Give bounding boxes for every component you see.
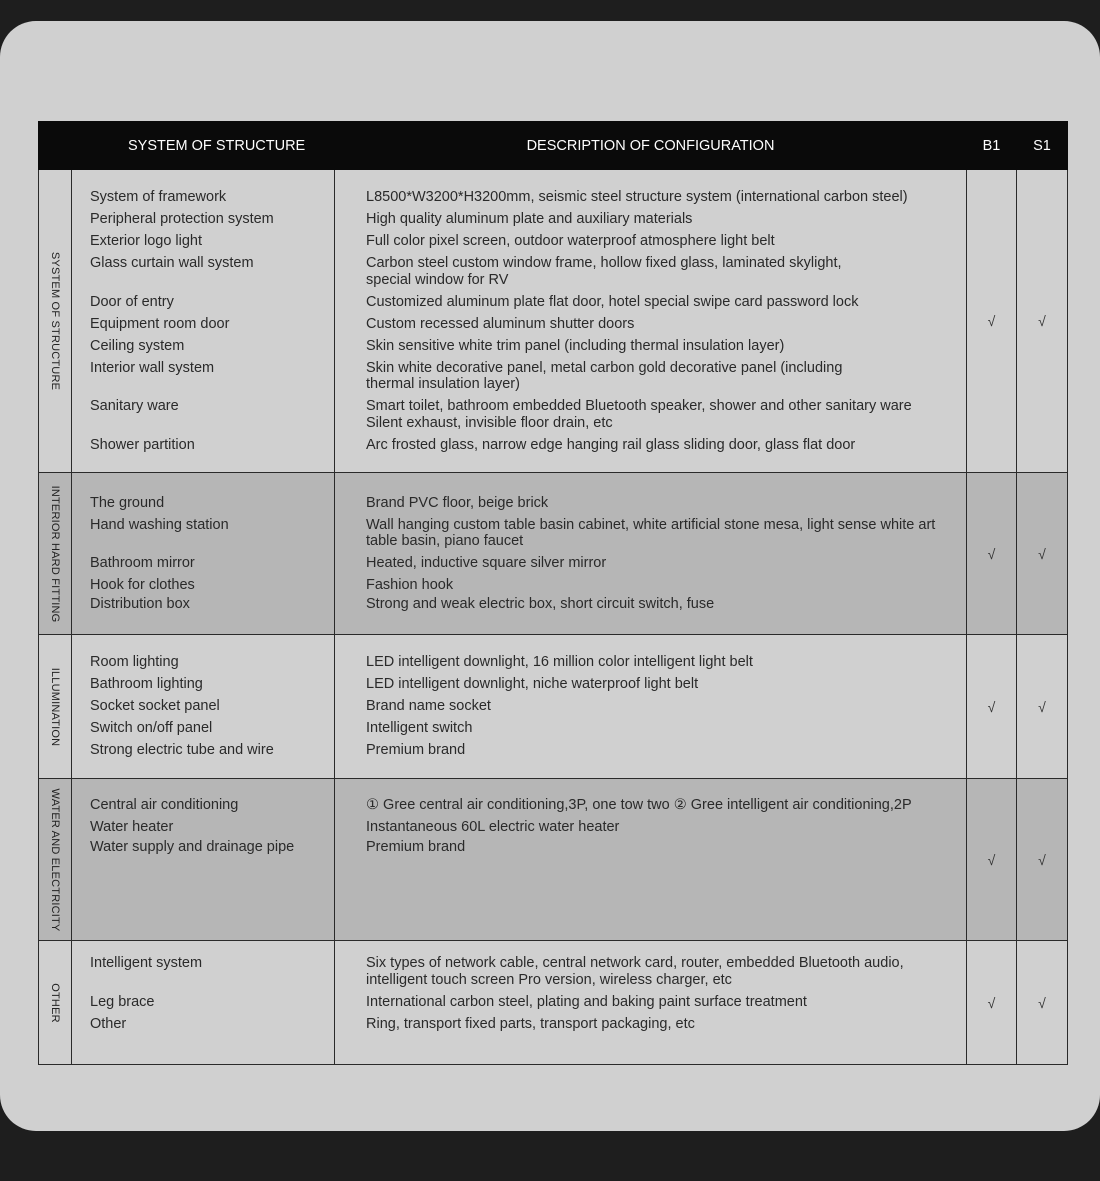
item-name: Interior wall system bbox=[90, 359, 215, 376]
item-description: Custom recessed aluminum shutter doors bbox=[366, 315, 635, 332]
item-description: Fashion hook bbox=[366, 577, 454, 594]
item-description: Carbon steel custom window frame, hollow fixed glass, laminated skylight, special window for RV bbox=[366, 255, 842, 288]
item-name: Water supply and drainage pipe bbox=[90, 838, 295, 855]
item-description: Ring, transport fixed parts, transport packaging, etc bbox=[366, 1015, 695, 1032]
item-names-cell bbox=[72, 473, 335, 635]
item-name: Hand washing station bbox=[90, 516, 229, 533]
item-name: System of framework bbox=[90, 189, 227, 205]
item-name: Water heater bbox=[90, 819, 174, 835]
item-name: Exterior logo light bbox=[90, 233, 203, 249]
category-label: INTERIOR HARD FITTING bbox=[49, 485, 61, 622]
s1-check: √ bbox=[1017, 941, 1068, 1065]
category-label: ILLUMINATION bbox=[49, 667, 61, 746]
item-descriptions-cell bbox=[335, 473, 967, 635]
item-name: Leg brace bbox=[90, 993, 155, 1010]
item-description: Intelligent switch bbox=[366, 720, 473, 737]
category-label: SYSTEM OF STRUCTURE bbox=[49, 251, 61, 391]
item-description: Arc frosted glass, narrow edge hanging rail glass sliding door, glass flat door bbox=[366, 436, 856, 453]
b1-check: √ bbox=[967, 170, 1017, 473]
background-card bbox=[0, 21, 1100, 1131]
s1-check: √ bbox=[1017, 170, 1068, 473]
item-names-cell bbox=[72, 779, 335, 941]
item-description: Customized aluminum plate flat door, hotel special swipe card password lock bbox=[366, 293, 859, 310]
item-description: Brand PVC floor, beige brick bbox=[366, 494, 549, 511]
item-names-cell bbox=[72, 635, 335, 779]
category-cell bbox=[39, 941, 72, 1065]
item-descriptions-cell bbox=[335, 941, 967, 1065]
item-name: Bathroom lighting bbox=[90, 676, 203, 693]
item-name: Hook for clothes bbox=[90, 577, 195, 594]
item-description: Premium brand bbox=[366, 838, 466, 855]
item-description: International carbon steel, plating and baking paint surface treatment bbox=[366, 993, 807, 1010]
item-descriptions-cell bbox=[335, 170, 967, 473]
item-description: Full color pixel screen, outdoor waterproof atmosphere light belt bbox=[366, 233, 775, 249]
item-description: LED intelligent downlight, niche waterproof light belt bbox=[366, 676, 699, 693]
item-name: Intelligent system bbox=[90, 955, 203, 971]
item-description: Premium brand bbox=[366, 742, 466, 759]
header-system: SYSTEM OF STRUCTURE bbox=[39, 122, 335, 170]
section-illumination bbox=[39, 635, 1068, 779]
category-cell bbox=[39, 635, 72, 779]
item-name: Peripheral protection system bbox=[90, 211, 274, 227]
item-name: Socket socket panel bbox=[90, 698, 220, 715]
item-name: Distribution box bbox=[90, 595, 190, 612]
item-name: Bathroom mirror bbox=[90, 555, 195, 572]
category-label: WATER AND ELECTRICITY bbox=[49, 788, 61, 931]
item-name: Equipment room door bbox=[90, 315, 230, 332]
item-description: Wall hanging custom table basin cabinet, white artificial stone mesa, light sense white art table basin, piano faucet bbox=[366, 516, 936, 550]
section-system-of-structure bbox=[39, 170, 1068, 473]
section-water-and-electricity bbox=[39, 779, 1068, 941]
item-description: LED intelligent downlight, 16 million color intelligent light belt bbox=[366, 654, 753, 671]
category-label: OTHER bbox=[49, 982, 61, 1023]
item-description: Six types of network cable, central network card, router, embedded Bluetooth audio, intelligent touch screen Pro version, wireless charger, etc bbox=[366, 955, 904, 988]
item-name: Glass curtain wall system bbox=[90, 255, 254, 271]
s1-check: √ bbox=[1017, 779, 1068, 941]
category-cell bbox=[39, 473, 72, 635]
item-descriptions-cell bbox=[335, 779, 967, 941]
item-description: ① Gree central air conditioning,3P, one tow two ② Gree intelligent air conditioning,2P bbox=[366, 797, 912, 813]
item-description: Strong and weak electric box, short circuit switch, fuse bbox=[366, 595, 715, 612]
section-other bbox=[39, 941, 1068, 1065]
item-names-cell bbox=[72, 941, 335, 1065]
item-description: Instantaneous 60L electric water heater bbox=[366, 819, 620, 835]
item-description: High quality aluminum plate and auxiliary materials bbox=[366, 211, 693, 227]
item-name: Shower partition bbox=[90, 436, 195, 453]
s1-check: √ bbox=[1017, 473, 1068, 635]
item-description: Skin sensitive white trim panel (including thermal insulation layer) bbox=[366, 337, 785, 354]
b1-check: √ bbox=[967, 473, 1017, 635]
table-header-row bbox=[39, 122, 1068, 170]
item-description: Heated, inductive square silver mirror bbox=[366, 555, 607, 572]
item-name: The ground bbox=[90, 494, 165, 511]
header-b1: B1 bbox=[967, 122, 1017, 170]
s1-check: √ bbox=[1017, 635, 1068, 779]
item-description: Skin white decorative panel, metal carbon gold decorative panel (including thermal insulation layer) bbox=[366, 359, 843, 392]
category-cell bbox=[39, 779, 72, 941]
item-description: L8500*W3200*H3200mm, seismic steel structure system (international carbon steel) bbox=[366, 189, 908, 205]
item-description: Brand name socket bbox=[366, 698, 491, 715]
category-cell bbox=[39, 170, 72, 473]
item-name: Door of entry bbox=[90, 293, 174, 310]
item-name: Switch on/off panel bbox=[90, 720, 213, 737]
item-name: Strong electric tube and wire bbox=[90, 742, 274, 759]
b1-check: √ bbox=[967, 941, 1017, 1065]
header-description: DESCRIPTION OF CONFIGURATION bbox=[335, 122, 967, 170]
item-name: Room lighting bbox=[90, 654, 179, 671]
section-interior-hard-fitting bbox=[39, 473, 1068, 635]
item-name: Sanitary ware bbox=[90, 398, 179, 414]
b1-check: √ bbox=[967, 635, 1017, 779]
header-s1: S1 bbox=[1017, 122, 1068, 170]
configuration-table bbox=[38, 121, 1068, 1065]
item-name: Other bbox=[90, 1015, 127, 1032]
item-descriptions-cell bbox=[335, 635, 967, 779]
item-names-cell bbox=[72, 170, 335, 473]
item-description: Smart toilet, bathroom embedded Bluetooth speaker, shower and other sanitary ware Silent exhaust, invisible floor drain, etc bbox=[366, 398, 912, 431]
b1-check: √ bbox=[967, 779, 1017, 941]
item-name: Ceiling system bbox=[90, 337, 185, 354]
item-name: Central air conditioning bbox=[90, 797, 239, 813]
